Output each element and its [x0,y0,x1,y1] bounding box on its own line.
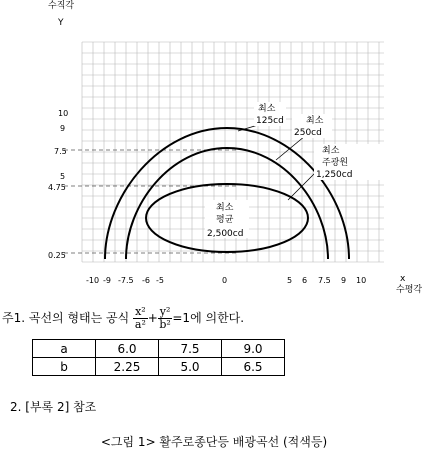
table-cell: 2.25 [96,358,159,376]
curve-250-value-label: 250cd [294,128,322,138]
y-denominator: b² [159,318,171,331]
table-cell: a [33,340,96,358]
x-tick-label: -6 [142,276,150,285]
table-cell: 6.0 [96,340,159,358]
curve-125-value-label: 125cd [256,116,284,126]
y-tick-label: 0.25 [48,251,66,260]
x-axis-title: 수평각 [396,285,423,295]
x-tick-label: 7.5 [318,276,331,285]
curve-1250-min-label: 최소 [322,146,340,156]
curve-250-min-label: 최소 [306,116,324,126]
curve-1250-value-label: 1,250cd [316,170,353,180]
table-cell: 6.5 [222,358,285,376]
x-tick-label: 0 [222,276,228,285]
center-avg-label: 평균 [216,215,234,225]
center-min-label: 최소 [216,203,234,213]
x-tick-label: 9 [341,276,347,285]
parameter-table [32,339,285,376]
x-tick-label: -7.5 [118,276,134,285]
table-row [33,358,285,376]
note-suffix: =1에 의한다. [172,311,245,325]
y-tick-label: 4.75 [48,183,66,192]
y-axis-title: 수직각 [48,1,75,11]
x-fraction [133,306,148,331]
x-tick-label: 6 [302,276,308,285]
y-tick-label: 10 [58,109,69,118]
table-cell: 9.0 [222,340,285,358]
x-tick-label: -10 [86,276,100,285]
appendix-reference: 2. [부록 2] 참조 [10,400,97,414]
curve-125-min-label: 최소 [258,104,276,114]
x-tick-label: -5 [156,276,164,285]
figure-caption: <그림 1> 활주로종단등 배광곡선 (적색등) [100,435,328,449]
x-numerator: x² [135,305,146,318]
note-prefix: 주1. 곡선의 형태는 공식 [2,311,130,325]
x-axis-symbol: x [400,274,406,284]
formula-note [2,306,244,331]
x-tick-label: 10 [356,276,367,285]
y-tick-label: 9 [60,124,66,133]
distribution-curves [105,128,349,259]
table-row [33,340,285,358]
x-tick-label: 5 [287,276,293,285]
y-tick-label: 7.5 [54,147,67,156]
y-axis-symbol: Y [58,18,64,28]
table-cell: 7.5 [159,340,222,358]
x-tick-label: -9 [103,276,111,285]
center-value-label: 2,500cd [207,229,244,239]
table-cell: b [33,358,96,376]
y-numerator: y² [159,305,171,318]
y-fraction [158,306,173,331]
plus-sign: + [147,311,158,325]
curve-1250-extra-label: 주광원 [322,158,349,168]
y-tick-label: 5 [60,172,66,181]
table-cell: 5.0 [159,358,222,376]
x-denominator: a² [134,318,146,331]
